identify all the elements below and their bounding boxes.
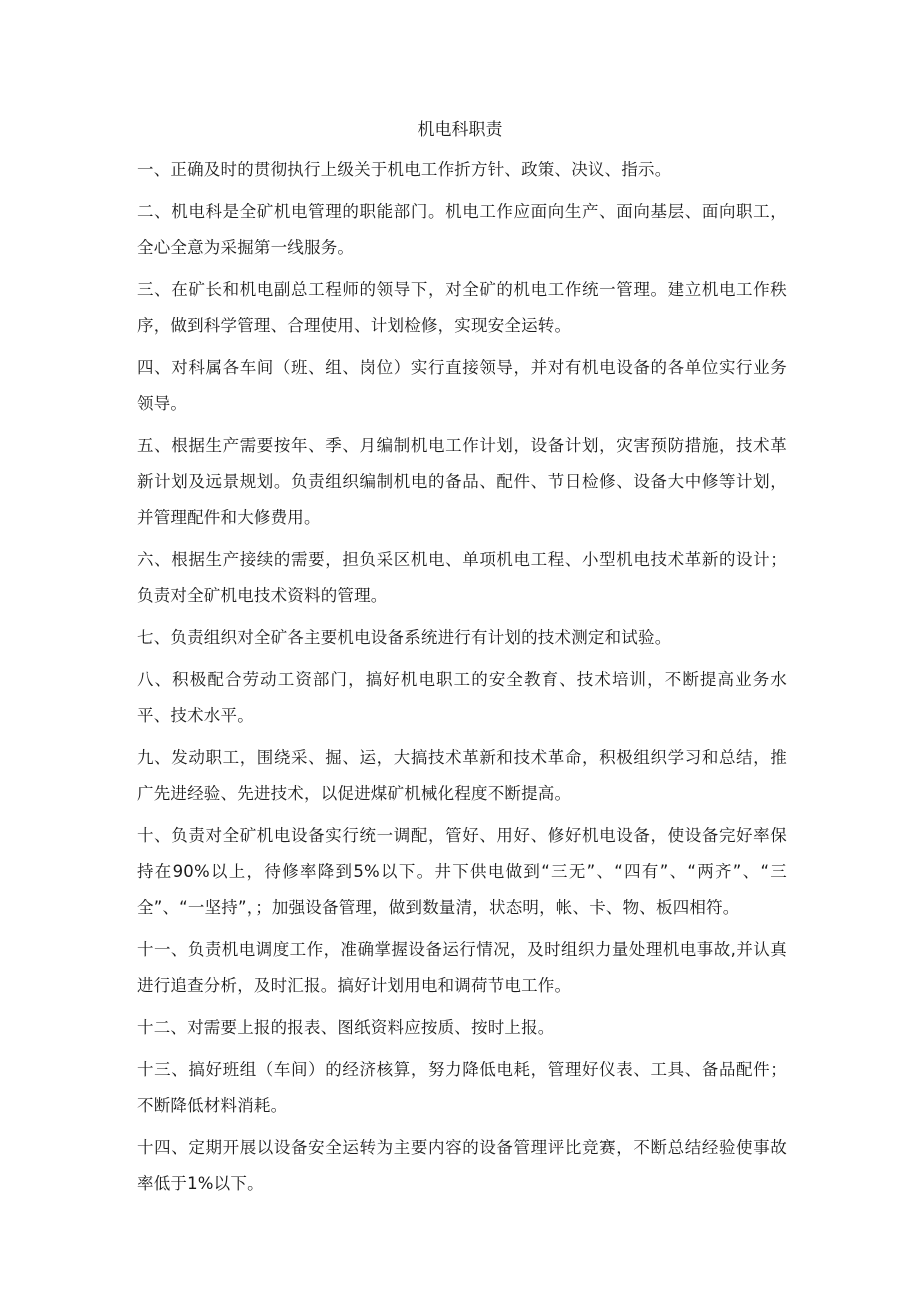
- paragraph-9: 九、发动职工，围绕采、掘、运，大搞技术革新和技术革命，积极组织学习和总结，推广先进经验、先进技术，以促进煤矿机械化程度不断提高。: [137, 748, 787, 803]
- document-body: [137, 152, 787, 1208]
- paragraph-11: 十一、负责机电调度工作，准确掌握设备运行情况，及时组织力量处理机电事故,并认真进行追查分析，及时汇报。搞好计划用电和调荷节电工作。: [137, 940, 787, 995]
- paragraph-10: 十、负责对全矿机电设备实行统一调配，管好、用好、修好机电设备，使设备完好率保持在90%以上，待修率降到5%以下。井下供电做到“三无”、“四有”、“两齐”、“三全”、“一坚持”，；加强设备管理，做到数量清，状态明，帐、卡、物、板四相符。: [137, 826, 787, 917]
- paragraph-14: 十四、定期开展以设备安全运转为主要内容的设备管理评比竞赛，不断总结经验使事故率低于1%以下。: [137, 1138, 787, 1193]
- paragraph-2: 二、机电科是全矿机电管理的职能部门。机电工作应面向生产、面向基层、面向职工，全心全意为采掘第一线服务。: [137, 202, 787, 257]
- paragraph-7: 七、负责组织对全矿各主要机电设备系统进行有计划的技术测定和试验。: [137, 628, 672, 647]
- paragraph-3: 三、在矿长和机电副总工程师的领导下，对全矿的机电工作统一管理。建立机电工作秩序，做到科学管理、合理使用、计划检修，实现安全运转。: [137, 280, 787, 335]
- document-title: 机电科职责: [417, 120, 503, 140]
- paragraph-8: 八、积极配合劳动工资部门，搞好机电职工的安全教育、技术培训，不断提高业务水平、技术水平。: [137, 670, 787, 725]
- paragraph-13: 十三、搞好班组（车间）的经济核算，努力降低电耗，管理好仪表、工具、备品配件；不断降低材料消耗。: [137, 1060, 787, 1115]
- paragraph-5: 五、根据生产需要按年、季、月编制机电工作计划，设备计划，灾害预防措施，技术革新计划及远景规划。负责组织编制机电的备品、配件、节日检修、设备大中修等计划，并管理配件和大修费用。: [137, 436, 787, 527]
- paragraph-1: 一、正确及时的贯彻执行上级关于机电工作折方针、政策、决议、指示。: [137, 160, 672, 179]
- paragraph-6: 六、根据生产接续的需要，担负采区机电、单项机电工程、小型机电技术革新的设计；负责对全矿机电技术资料的管理。: [137, 550, 787, 605]
- paragraph-4: 四、对科属各车间（班、组、岗位）实行直接领导，并对有机电设备的各单位实行业务领导。: [137, 358, 787, 413]
- paragraph-12: 十二、对需要上报的报表、图纸资料应按质、按时上报。: [137, 1018, 555, 1037]
